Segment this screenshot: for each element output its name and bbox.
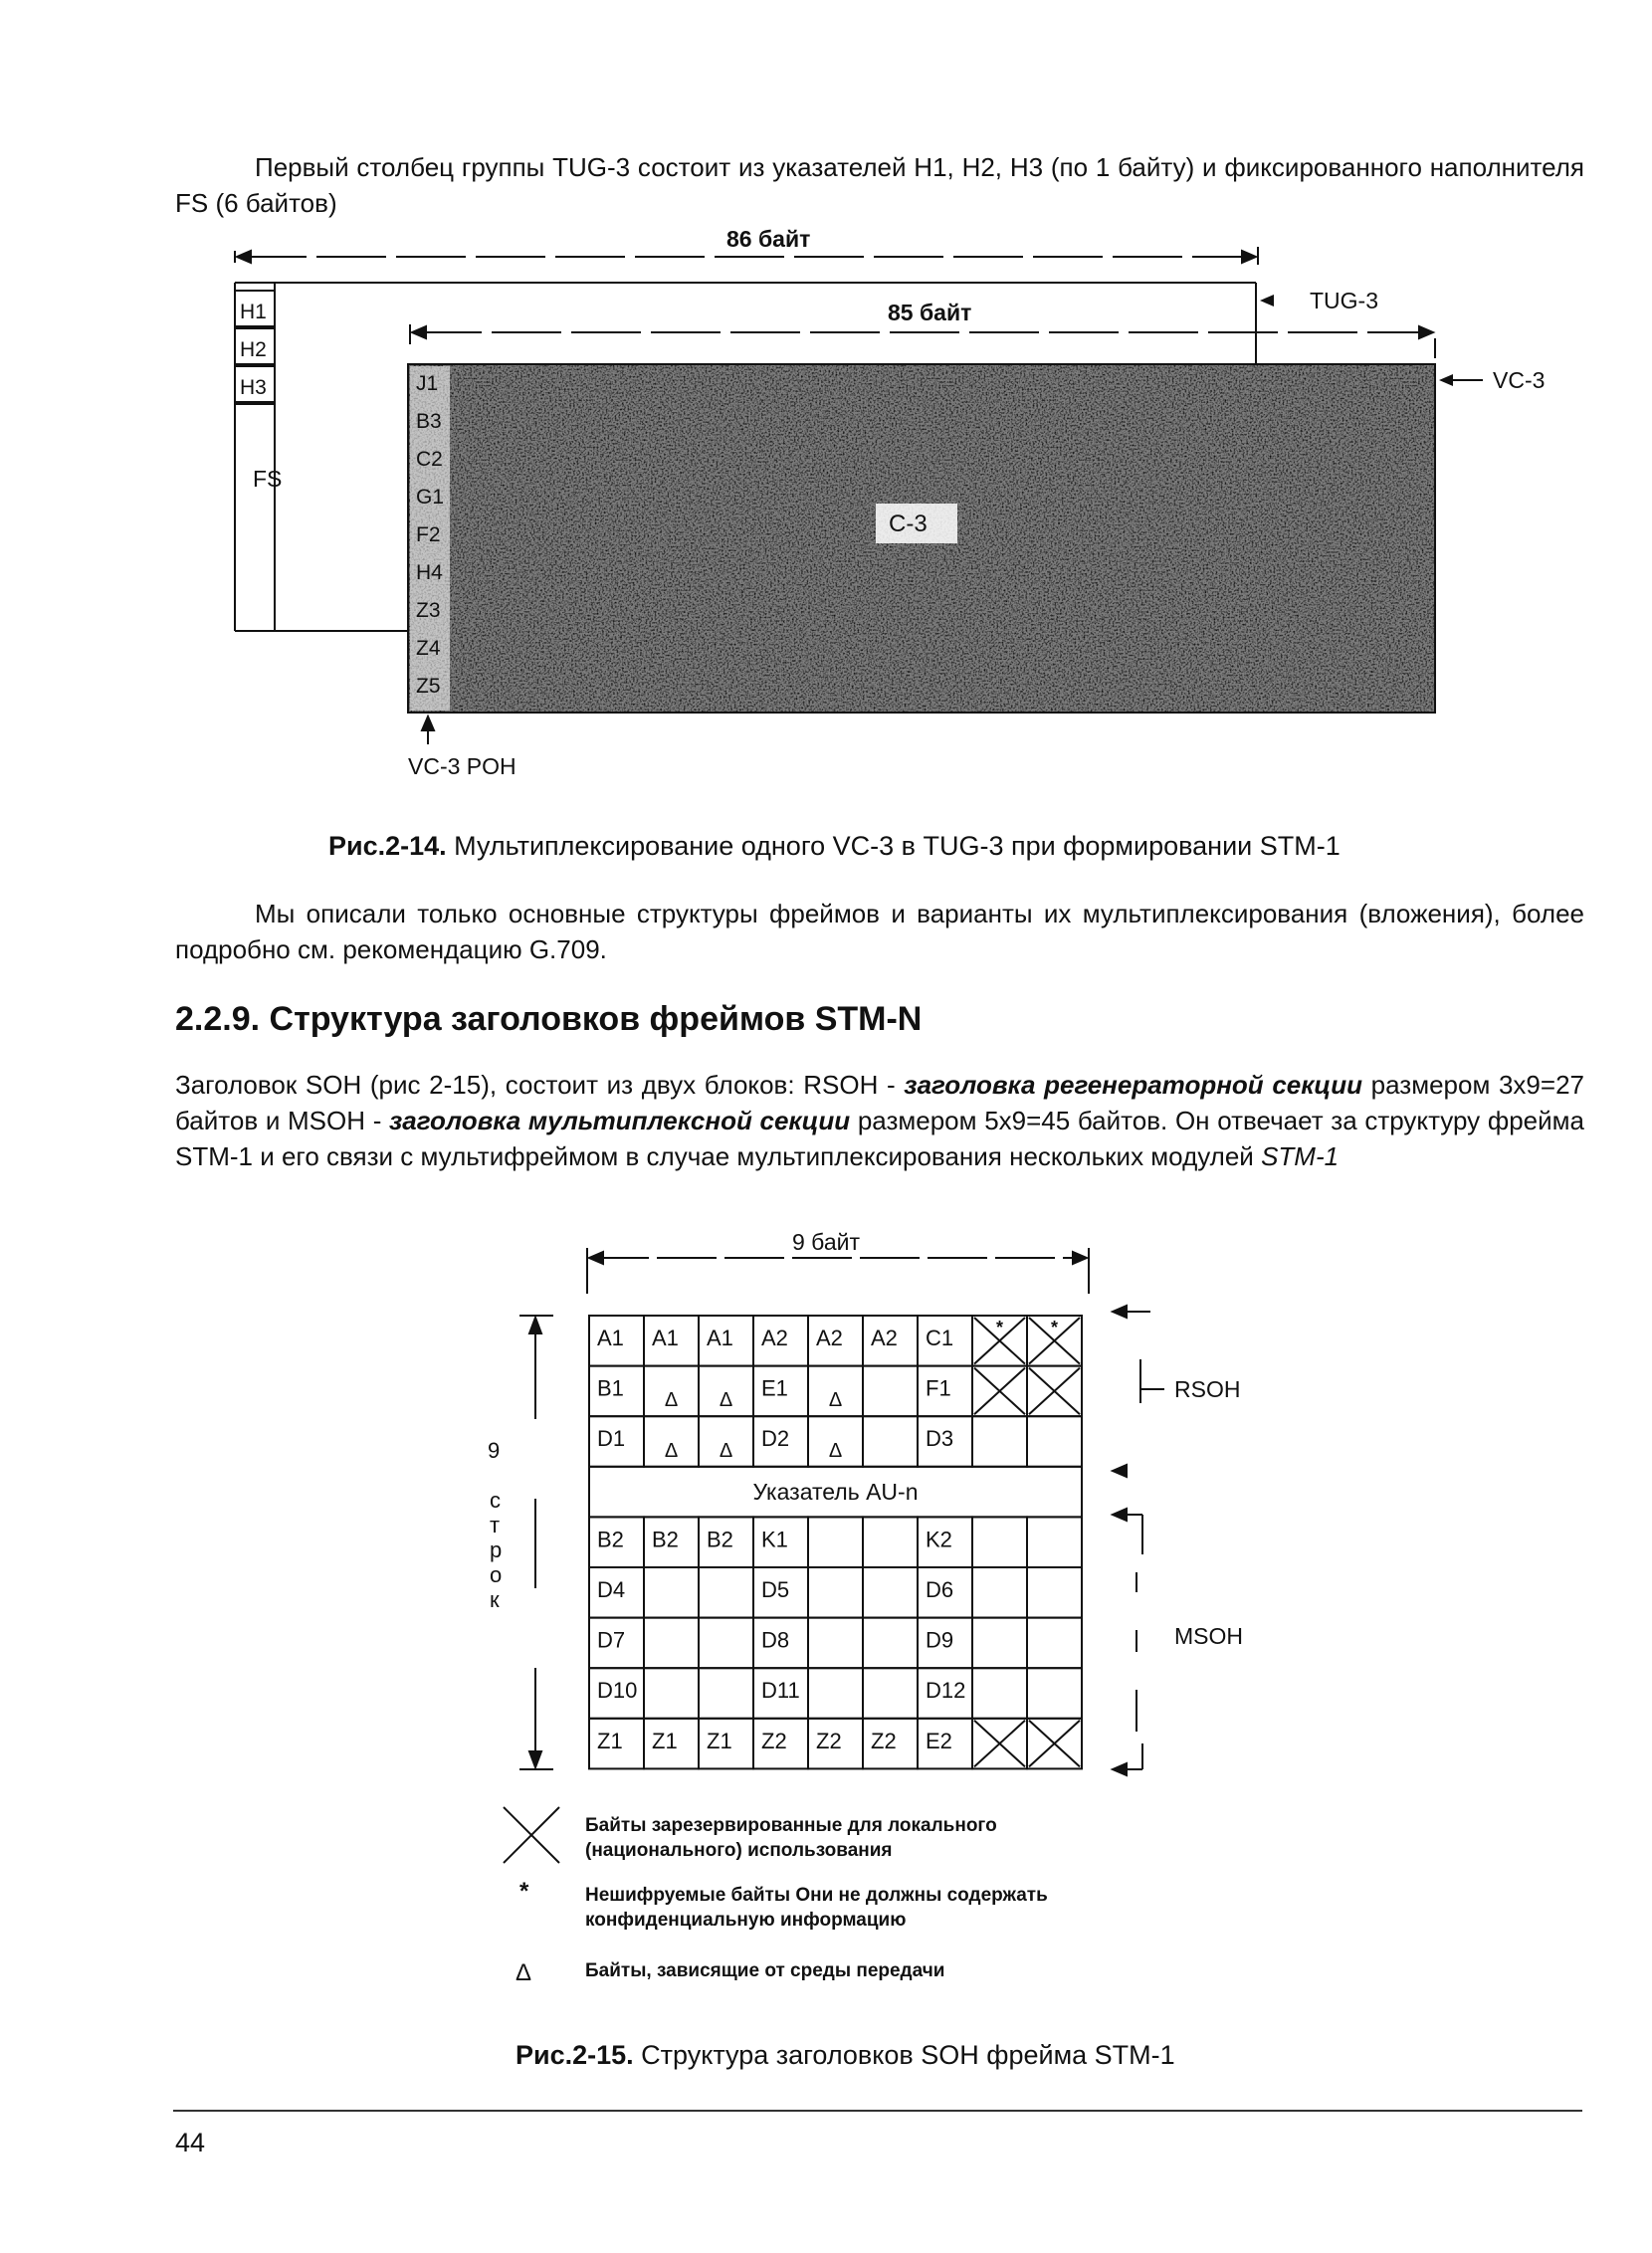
soh-cell — [972, 1668, 1027, 1719]
poh-byte: F2 — [416, 523, 441, 546]
vc3-label: VC-3 — [1493, 367, 1546, 393]
h1-label: H1 — [240, 301, 267, 323]
soh-cell — [644, 1618, 699, 1669]
h2-label: H2 — [240, 338, 267, 361]
soh-cell — [808, 1668, 863, 1719]
poh-byte: Z5 — [416, 675, 441, 698]
soh-cell — [863, 1618, 918, 1669]
soh-byte-label: A1 — [707, 1326, 733, 1350]
soh-cell — [808, 1618, 863, 1669]
soh-cell — [972, 1416, 1027, 1467]
soh-cell — [1027, 1517, 1082, 1567]
soh-byte-label: A2 — [871, 1326, 898, 1350]
soh-cell — [699, 1668, 753, 1719]
soh-cell — [1027, 1416, 1082, 1467]
c3-label: C-3 — [889, 511, 928, 537]
soh-cell — [863, 1416, 918, 1467]
figure-2-15-caption — [516, 2040, 1175, 2071]
soh-cell — [808, 1567, 863, 1618]
soh-byte-label: D4 — [597, 1577, 626, 1602]
soh-byte-label: A2 — [816, 1326, 843, 1350]
tug3-label: TUG-3 — [1310, 288, 1378, 313]
poh-byte: B3 — [416, 410, 442, 433]
soh-byte-label: D11 — [761, 1678, 800, 1704]
soh-byte-label: Z2 — [761, 1728, 787, 1753]
soh-text-4: STM-1 — [1261, 1141, 1340, 1171]
soh-cell — [644, 1668, 699, 1719]
soh-text-1: Заголовок SOH (рис 2-15), состоит из двух блоков: RSOH - — [175, 1070, 905, 1100]
page-number: 44 — [175, 2128, 206, 2157]
poh-byte: J1 — [416, 372, 439, 395]
poh-byte: Z3 — [416, 599, 441, 622]
soh-cell — [863, 1567, 918, 1618]
medium-delta: Δ — [828, 1439, 843, 1462]
poh-byte: H4 — [416, 561, 443, 584]
caption-text: Мультиплексирование одного VC-3 в TUG-3 при формировании STM-1 — [446, 831, 1341, 861]
soh-byte-label: D7 — [597, 1627, 626, 1653]
soh-byte-label: D9 — [926, 1627, 954, 1653]
reserved-x-icon — [504, 1807, 559, 1863]
width-86-label: 86 байт — [726, 226, 811, 252]
caption-text: Структура заголовков SOH фрейма STM-1 — [633, 2040, 1175, 2070]
vc3-poh-label: VC-3 POH — [408, 753, 516, 779]
soh-byte-label: D5 — [761, 1577, 790, 1602]
msoh-term: заголовка мультиплексной секции — [389, 1106, 851, 1135]
msoh-label: MSOH — [1174, 1623, 1243, 1649]
footer-rule — [173, 2110, 1582, 2112]
soh-cell — [699, 1567, 753, 1618]
soh-cell — [863, 1366, 918, 1417]
section-heading: 2.2.9. Структура заголовков фреймов STM-N — [175, 1000, 923, 1038]
soh-byte-label: Z1 — [652, 1728, 678, 1753]
soh-byte-label: B1 — [597, 1375, 624, 1401]
rsoh-label: RSOH — [1174, 1376, 1241, 1402]
rows-label-char: о — [490, 1562, 503, 1587]
soh-byte-label: Z2 — [871, 1728, 897, 1753]
soh-cell — [972, 1567, 1027, 1618]
delta-icon: Δ — [516, 1959, 532, 1986]
soh-grid — [589, 1316, 1082, 1768]
soh-cell — [863, 1668, 918, 1719]
soh-byte-label: B2 — [652, 1527, 679, 1552]
soh-cell — [863, 1517, 918, 1567]
medium-delta: Δ — [719, 1439, 733, 1462]
intro-paragraph: Первый столбец группы TUG-3 состоит из указателей H1, H2, H3 (по 1 байту) и фиксированного наполнителя FS (6 байтов) — [175, 152, 1584, 218]
rows-label-char: с — [490, 1488, 501, 1513]
soh-byte-label: Z1 — [597, 1728, 623, 1753]
soh-byte-label: A2 — [761, 1326, 788, 1350]
medium-delta: Δ — [664, 1389, 679, 1412]
soh-byte-label: E2 — [926, 1728, 952, 1753]
legend-medium: Байты, зависящие от среды передачи — [585, 1960, 945, 1981]
soh-byte-label: E1 — [761, 1375, 788, 1401]
rows-label-char: т — [490, 1513, 501, 1537]
poh-byte: C2 — [416, 448, 443, 471]
soh-byte-label: D10 — [597, 1678, 638, 1704]
poh-byte: G1 — [416, 486, 445, 509]
unscrambled-star: * — [1050, 1318, 1059, 1337]
legend-unscrambled: Нешифруемые байты Они не должны содержать конфиденциальную информацию — [585, 1885, 1048, 1931]
medium-delta: Δ — [828, 1389, 843, 1412]
soh-cell — [1027, 1567, 1082, 1618]
unscrambled-star: * — [995, 1318, 1004, 1337]
soh-text-2: размером 3х9=27 байтов и MSOH - — [175, 1070, 1584, 1135]
soh-cell — [1027, 1618, 1082, 1669]
rsoh-term: заголовка регенераторной секции — [904, 1070, 1362, 1100]
caption-number: Рис.2-15. — [516, 2040, 634, 2070]
rows-label-char: к — [490, 1587, 500, 1612]
soh-byte-label: D12 — [926, 1678, 966, 1704]
soh-text-3: размером 5х9=45 байтов. Он отвечает за структуру фрейма STM-1 и его связи с мультифреймом в случае мультиплексирования нескольких модулей — [175, 1106, 1584, 1171]
rsoh-bracket — [1113, 1306, 1164, 1477]
soh-byte-label: F1 — [926, 1375, 951, 1401]
soh-byte-label: D1 — [597, 1426, 626, 1452]
fs-label: FS — [253, 466, 283, 492]
rows-label-char: р — [490, 1537, 503, 1562]
poh-byte: Z4 — [416, 637, 441, 660]
rows-arrow — [519, 1316, 553, 1769]
width-9-label: 9 байт — [792, 1229, 861, 1255]
medium-delta: Δ — [664, 1439, 679, 1462]
msoh-bracket — [1113, 1509, 1142, 1775]
star-icon: * — [519, 1878, 529, 1905]
legend-reserved: Байты зарезервированные для локального (национального) использования — [585, 1815, 997, 1861]
width-85-label: 85 байт — [888, 300, 972, 325]
rows-label-char: 9 — [488, 1438, 501, 1463]
soh-cell — [699, 1618, 753, 1669]
soh-byte-label: D6 — [926, 1577, 954, 1602]
h3-label: H3 — [240, 376, 267, 399]
medium-delta: Δ — [719, 1389, 733, 1412]
summary-paragraph: Мы описали только основные структуры фреймов и варианты их мультиплексирования (вложения), более подробно см. рекомендацию G.709. — [175, 899, 1584, 964]
soh-byte-label: C1 — [926, 1326, 954, 1350]
soh-byte-label: A1 — [652, 1326, 679, 1350]
soh-byte-label: Z2 — [816, 1728, 842, 1753]
soh-byte-label: D2 — [761, 1426, 790, 1452]
caption-number: Рис.2-14. — [328, 831, 447, 861]
soh-cell — [644, 1567, 699, 1618]
soh-byte-label: K1 — [761, 1527, 788, 1552]
soh-cell — [1027, 1668, 1082, 1719]
pointer-label: Указатель AU-n — [752, 1479, 919, 1506]
soh-byte-label: B2 — [707, 1527, 733, 1552]
soh-byte-label: K2 — [926, 1527, 952, 1552]
soh-cell — [972, 1517, 1027, 1567]
soh-byte-label: B2 — [597, 1527, 624, 1552]
soh-byte-label: Z1 — [707, 1728, 732, 1753]
soh-byte-label: D8 — [761, 1627, 790, 1653]
rows-label — [488, 1438, 502, 1612]
soh-cell — [808, 1517, 863, 1567]
soh-byte-label: A1 — [597, 1326, 624, 1350]
soh-cell — [972, 1618, 1027, 1669]
soh-byte-label: D3 — [926, 1426, 954, 1452]
